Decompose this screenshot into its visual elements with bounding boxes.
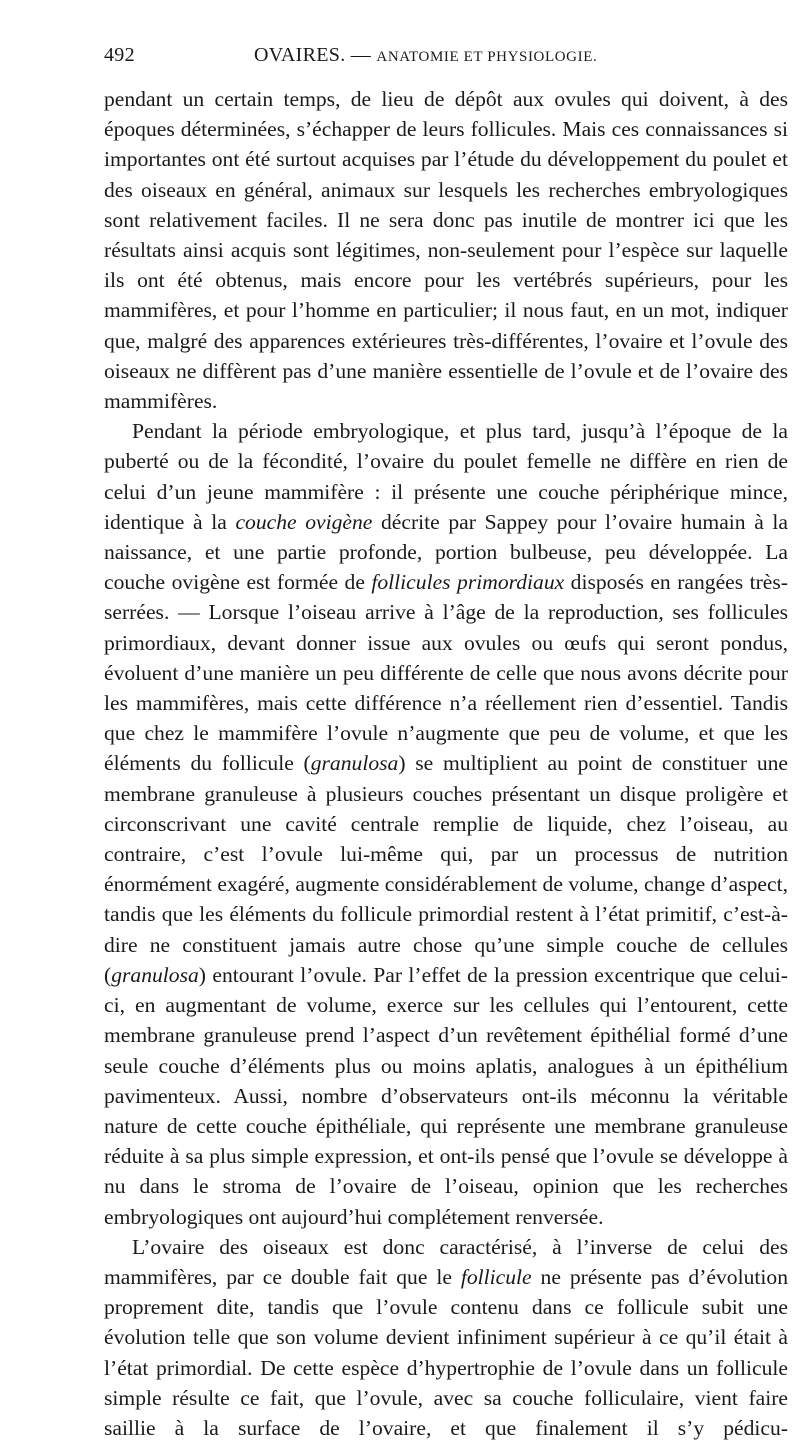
italic-term: granulosa (111, 962, 199, 987)
chapter-subtitle: ANATOMIE ET PHYSIOLOGIE. (376, 49, 598, 65)
italic-term: follicule (460, 1264, 532, 1289)
body-text (104, 84, 788, 1443)
italic-term: follicules primordiaux (371, 570, 565, 595)
text-segment: disposés en rangées très-serrées. — Lorsque l’oiseau arrive à l’âge de la reproduction, ses follicules primordiaux, devant donner issue aux ovules ou œufs qui seront pondus, évoluent d’une manière un peu différente de celle que nous avons décrite pour les mammifères, mais cette différence n’a réellement rien d’essentiel. Tandis que chez le mammifère l’ovule n’augmente que peu de volume, et que les éléments du follicule ( (104, 570, 788, 776)
text-segment: Pendant la période embryologique, et plus tard, jusqu’à l’époque de la puberté ou de la fécondité, l’ovaire du poulet femelle ne diffère en rien de celui d’un jeune mammifère : il présente une couche périphérique mince, identique à la (104, 419, 788, 534)
text-segment: L’ovaire des oiseaux est donc caractérisé, à l’inverse de celui des mammifères, par ce double fait que le (104, 1234, 788, 1289)
italic-term: granulosa (310, 751, 399, 776)
running-head (104, 40, 784, 70)
chapter-title (254, 40, 597, 72)
italic-term: couche ovigène (235, 509, 373, 534)
text-segment: pendant un certain temps, de lieu de dépôt aux ovules qui doivent, à des époques déterminées, s’échapper de leurs follicules. Mais ces connaissances si importantes ont été surtout acquises par l’étude du développement du poulet et des oiseaux en général, animaux sur lesquels les recherches embryologiques sont relativement faciles. Il ne sera donc pas inutile de montrer ici que les résultats ainsi acquis sont légitimes, non-seulement pour l’espèce sur laquelle ils ont été obtenus, mais encore pour les vertébrés supérieurs, pour les mammifères, et pour l’homme en particulier; il nous faut, en un mot, indiquer que, malgré des apparences extérieures très-différentes, l’ovaire et l’ovule des oiseaux ne diffèrent pas d’une manière essentielle de l’ovule et de l’ovaire des mammifères. (104, 87, 788, 414)
paragraph (104, 84, 788, 416)
text-segment: ne présente pas d’évolution proprement dite, tandis que l’ovule contenu dans ce follicule subit une évolution telle que son volume devient infiniment supérieur à ce qu’il était à l’état primordial. De cette espèce d’hypertrophie de l’ovule dans un follicule simple résulte ce fait, que l’ovule, avec sa couche folliculaire, vient faire saillie à la surface de l’ovaire, et que finalement il s’y pédicu- (104, 1264, 788, 1440)
text-segment: décrite par Sappey pour l’ovaire humain à la naissance, et une partie profonde, portion bulbeuse, peu développée. La couche ovigène est formée de (104, 509, 789, 595)
title-separator: — (345, 44, 377, 66)
chapter-title-main: OVAIRES. (254, 44, 346, 66)
paragraph (104, 416, 788, 1231)
text-segment: ) se multiplient au point de constituer une membrane granuleuse à plusieurs couches présentant un disque proligère et circonscrivant une cavité centrale remplie de liquide, chez l’oiseau, au contraire, c’est l’ovule lui-même qui, par un processus de nutrition énormément exagéré, augmente considérablement de volume, change d’aspect, tandis que les éléments du follicule primordial restent à l’état primitif, c’est-à-dire ne constituent jamais autre chose qu’une simple couche de cellules ( (104, 751, 788, 987)
paragraph (104, 1232, 788, 1443)
page-number: 492 (104, 44, 135, 66)
text-segment: ) entourant l’ovule. Par l’effet de la pression excentrique que celui-ci, en augmentant de volume, exerce sur les cellules qui l’entourent, cette membrane granuleuse prend l’aspect d’un revêtement épithélial formé d’une seule couche d’éléments plus ou moins aplatis, analogues à un épithélium pavimenteux. Aussi, nombre d’observateurs ont-ils méconnu la véritable nature de cette couche épithéliale, qui représente une membrane granuleuse réduite à sa plus simple expression, et ont-ils pensé que l’ovule se développe à nu dans le stroma de l’ovaire de l’oiseau, opinion que les recherches embryologiques ont aujourd’hui complétement renversée. (104, 962, 788, 1229)
